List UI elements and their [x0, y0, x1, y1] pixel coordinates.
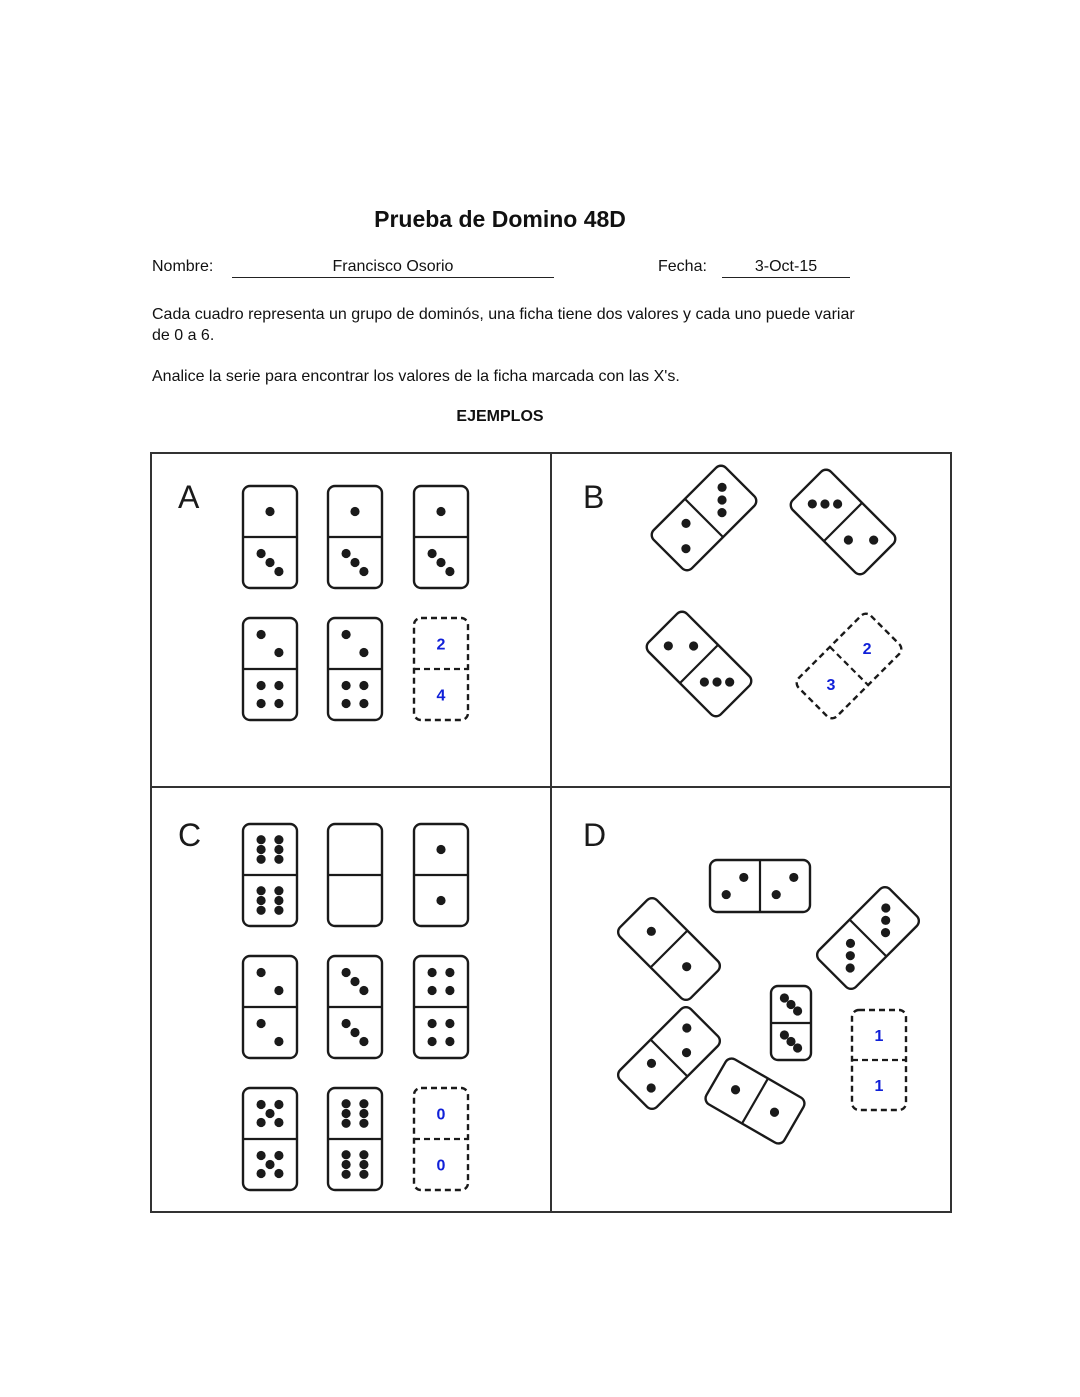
pip	[256, 630, 265, 639]
pip	[256, 896, 265, 905]
panel-label-d: D	[583, 817, 607, 853]
name-label: Nombre:	[152, 258, 214, 275]
pip	[359, 1150, 368, 1159]
pip	[436, 845, 445, 854]
pip	[274, 855, 283, 864]
pip	[256, 886, 265, 895]
answer-tile-d[interactable]	[852, 1010, 906, 1110]
answer-value[interactable]: 1	[874, 1028, 884, 1045]
pip	[445, 1037, 454, 1046]
date-label: Fecha:	[658, 258, 707, 275]
pip	[739, 873, 748, 882]
pip	[341, 1150, 350, 1159]
pip	[274, 896, 283, 905]
pip	[359, 681, 368, 690]
pip	[256, 1019, 265, 1028]
pip	[427, 1037, 436, 1046]
pip	[341, 1119, 350, 1128]
domino-d-4	[771, 986, 811, 1060]
pip	[274, 1100, 283, 1109]
domino-c-1	[243, 824, 297, 926]
panel-label-c: C	[178, 817, 202, 853]
pip	[265, 1160, 274, 1169]
domino-b-1	[649, 463, 759, 573]
domino-c-6	[414, 956, 468, 1058]
domino-c-2	[328, 824, 382, 926]
pip	[274, 681, 283, 690]
pip	[274, 1169, 283, 1178]
pip	[359, 567, 368, 576]
pip	[359, 1170, 368, 1179]
pip	[274, 906, 283, 915]
domino-a-4	[243, 618, 297, 720]
pip	[789, 873, 798, 882]
pip	[256, 968, 265, 977]
pip	[359, 1109, 368, 1118]
pip	[359, 699, 368, 708]
pip	[341, 1170, 350, 1179]
pip	[445, 567, 454, 576]
pip	[350, 1028, 359, 1037]
instructions-paragraph-1: Cada cuadro representa un grupo de dominós, una ficha tiene dos valores y cada uno puede variar de 0 a 6.	[152, 306, 855, 344]
domino-c-5	[328, 956, 382, 1058]
pip	[274, 986, 283, 995]
answer-value[interactable]: 2	[862, 640, 872, 658]
pip	[274, 1151, 283, 1160]
answer-tile-b[interactable]	[794, 611, 904, 721]
pip	[350, 977, 359, 986]
answer-value[interactable]: 0	[436, 1106, 446, 1124]
domino-c-8	[328, 1088, 382, 1190]
panel-label-a: A	[178, 479, 200, 515]
pip	[359, 1160, 368, 1169]
pip	[350, 558, 359, 567]
answer-value[interactable]: 4	[436, 687, 446, 705]
examples-heading: EJEMPLOS	[456, 408, 544, 425]
domino-b-2	[788, 467, 898, 577]
panel-label-b: B	[583, 479, 605, 515]
pip	[436, 558, 445, 567]
pip	[427, 968, 436, 977]
name-field[interactable]: Francisco Osorio	[232, 258, 554, 278]
answer-value[interactable]: 3	[826, 677, 836, 695]
domino-a-5	[328, 618, 382, 720]
pip	[350, 507, 359, 516]
pip	[427, 1019, 436, 1028]
pip	[359, 1099, 368, 1108]
pip	[445, 968, 454, 977]
pip	[359, 648, 368, 657]
pip	[256, 845, 265, 854]
pip	[359, 1119, 368, 1128]
pip	[341, 630, 350, 639]
pip	[274, 648, 283, 657]
pip	[427, 549, 436, 558]
pip	[359, 1037, 368, 1046]
pip	[274, 835, 283, 844]
pip	[274, 886, 283, 895]
pip	[445, 1019, 454, 1028]
pip	[265, 558, 274, 567]
pip	[772, 890, 781, 899]
pip	[427, 986, 436, 995]
answer-tile-c[interactable]	[414, 1088, 468, 1190]
domino-c-7	[243, 1088, 297, 1190]
pip	[341, 1109, 350, 1118]
pip	[256, 1169, 265, 1178]
domino-a-1	[243, 486, 297, 588]
pip	[256, 1100, 265, 1109]
answer-value[interactable]: 2	[436, 636, 446, 654]
domino-d-1	[710, 860, 810, 912]
pip	[256, 1151, 265, 1160]
pip	[722, 890, 731, 899]
domino-d-2	[814, 884, 921, 991]
pip	[445, 986, 454, 995]
date-field[interactable]: 3-Oct-15	[722, 258, 850, 278]
pip	[265, 1109, 274, 1118]
pip	[341, 968, 350, 977]
answer-tile-a[interactable]	[414, 618, 468, 720]
pip	[341, 1019, 350, 1028]
domino-a-2	[328, 486, 382, 588]
pip	[341, 699, 350, 708]
pip	[793, 1006, 802, 1015]
pip	[256, 549, 265, 558]
pip	[274, 845, 283, 854]
pip	[265, 507, 274, 516]
pip	[256, 1118, 265, 1127]
instructions-paragraph-2: Analice la serie para encontrar los valores de la ficha marcada con las X's.	[152, 368, 680, 385]
pip	[274, 567, 283, 576]
pip	[256, 906, 265, 915]
pip	[786, 1000, 795, 1009]
pip	[793, 1043, 802, 1052]
domino-c-4	[243, 956, 297, 1058]
answer-value[interactable]: 1	[874, 1078, 884, 1095]
pip	[274, 1118, 283, 1127]
pip	[780, 1030, 789, 1039]
domino-d-6	[703, 1056, 807, 1146]
pip	[256, 699, 265, 708]
pip	[256, 835, 265, 844]
pip	[256, 855, 265, 864]
pip	[341, 1160, 350, 1169]
pip	[341, 681, 350, 690]
pip	[436, 896, 445, 905]
domino-b-3	[644, 609, 754, 719]
pip	[359, 986, 368, 995]
page-title: Prueba de Domino 48D	[374, 206, 626, 232]
answer-value[interactable]: 0	[436, 1157, 446, 1175]
domino-d-3	[615, 895, 722, 1002]
pip	[341, 1099, 350, 1108]
pip	[780, 993, 789, 1002]
pip	[274, 1037, 283, 1046]
pip	[436, 507, 445, 516]
domino-c-3	[414, 824, 468, 926]
pip	[786, 1037, 795, 1046]
pip	[256, 681, 265, 690]
pip	[274, 699, 283, 708]
pip	[341, 549, 350, 558]
domino-a-3	[414, 486, 468, 588]
